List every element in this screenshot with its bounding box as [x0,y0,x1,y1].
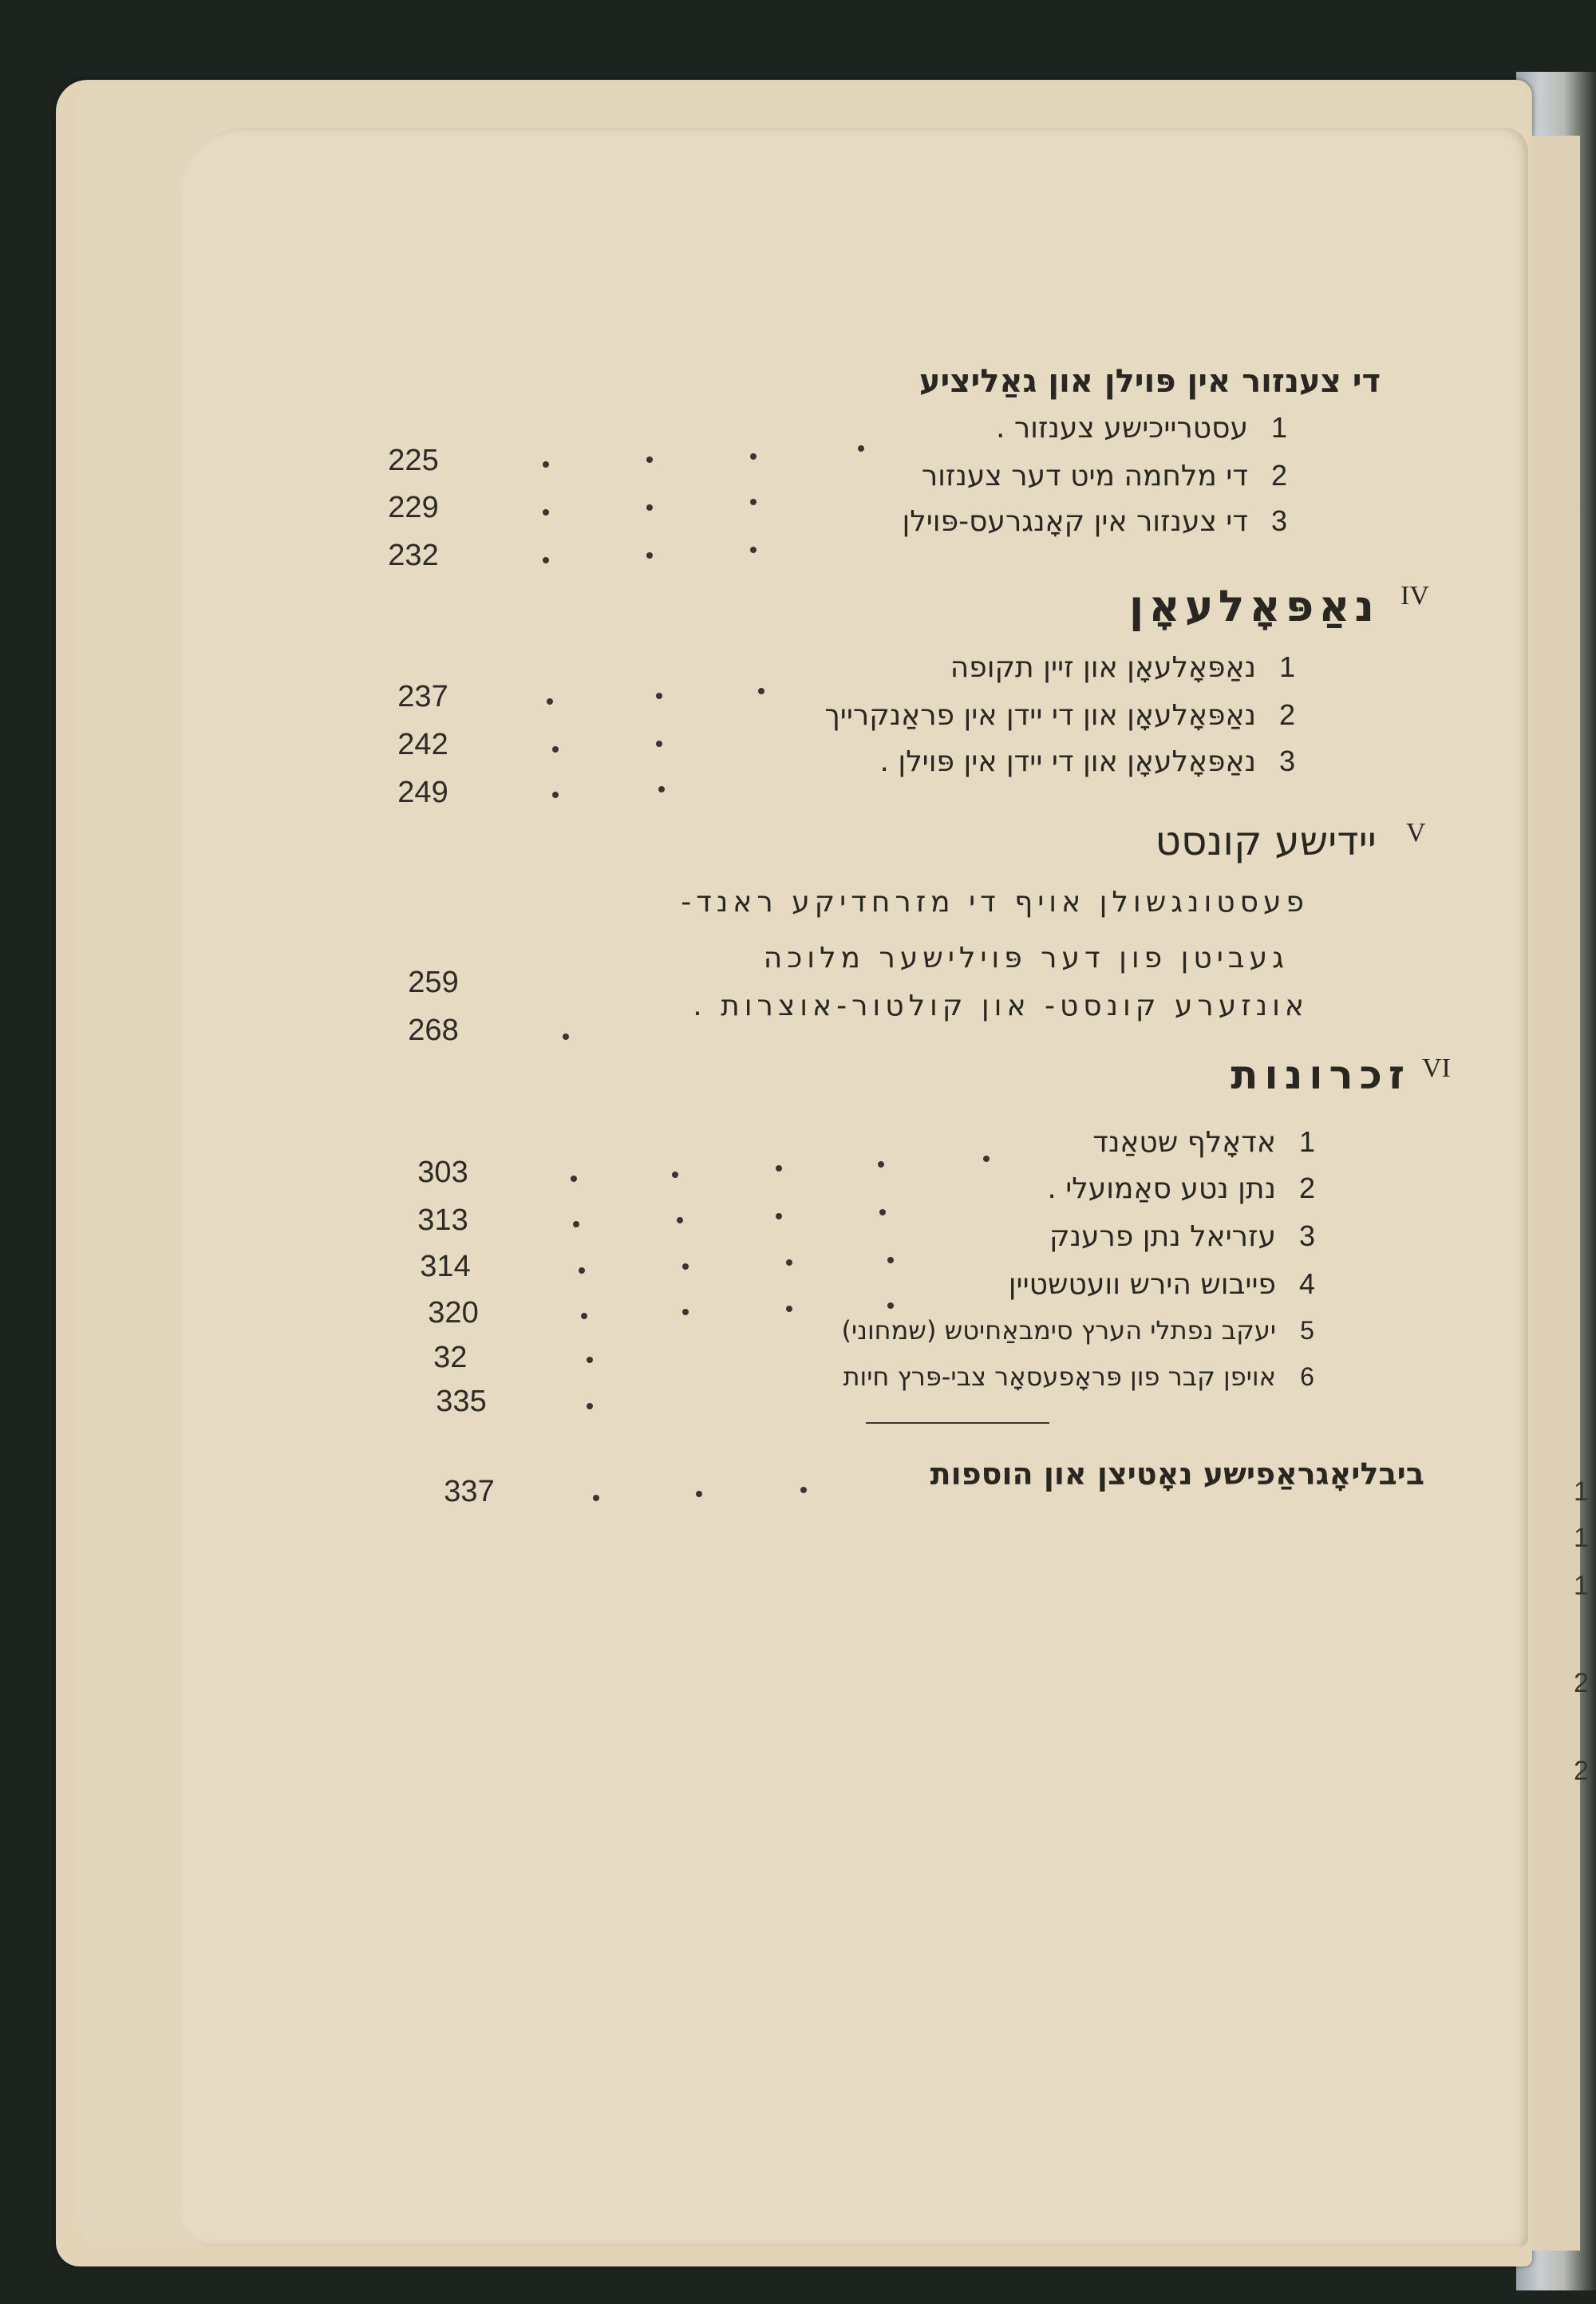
toc-entry [843,1361,1321,1392]
entry-number: 5 [1300,1316,1314,1345]
leader-dot [758,688,764,694]
toc-entry [902,504,1293,538]
entry-text: אונזערע קונסט- און קולטור-אוצרות . [693,990,1309,1022]
page-number: 259 [408,966,459,999]
sliver-page-number: 1 [1574,1476,1589,1507]
page-number: 337 [444,1475,495,1508]
bibliography-entry: ביבליאָגראַפישע נאָטיצן און הוספות [930,1456,1424,1492]
leader-dot [587,1403,593,1409]
sliver-page-number: 1 [1574,1523,1589,1553]
leader-dot [887,1302,894,1309]
entry-number: 2 [1298,1172,1316,1204]
entry-text: פעסטונגשולן אויף די מזרחדיקע ראנד- [681,886,1309,919]
page-number: 237 [397,680,448,713]
leader-dot [677,1217,683,1223]
leader-dot [646,504,653,511]
leader-dot [878,1161,884,1168]
leader-dot [887,1257,894,1263]
entry-number: 2 [1278,698,1296,731]
leader-dot [646,552,653,559]
page-number: 320 [428,1296,479,1330]
section-title: נאַפּאָלעאָן [1128,581,1379,631]
leader-dot [658,786,665,792]
sliver-page-number: 2 [1574,1668,1589,1698]
leader-dot [543,557,549,563]
page-number: 32 [433,1341,473,1374]
leader-dot [672,1172,678,1178]
next-page-sliver [1532,136,1580,2251]
page-number: 314 [420,1250,471,1283]
sliver-page-number: 1 [1574,1571,1589,1601]
entry-text: די צענזור אין קאָנגרעס-פּוילן [902,505,1248,538]
leader-dot [776,1165,782,1172]
entry-text: פייבוש הירש וועטשטיין [1008,1268,1276,1301]
page-number: 303 [417,1156,468,1189]
entry-text: עזריאל נתן פרענק [1049,1220,1276,1253]
toc-entry [950,650,1301,684]
leader-dot [858,445,864,452]
leader-dot [579,1267,585,1274]
section-title: יידישע קונסט [1155,818,1377,864]
leader-dot [552,746,559,753]
leader-dot [786,1306,792,1312]
entry-number: 3 [1278,745,1296,777]
leader-dot [646,456,653,463]
leader-dot [587,1357,593,1363]
toc-entry [764,942,1289,974]
entry-number: 3 [1270,504,1288,537]
leader-dot [983,1156,990,1162]
leader-dot [563,1033,569,1040]
entry-text: עסטרייכישע צענזור . [995,412,1248,445]
leader-dot [879,1209,886,1215]
page-number: 242 [397,728,448,761]
page-number: 225 [388,444,439,477]
leader-dot [571,1176,577,1182]
section-title: זכרונות [1231,1052,1411,1098]
page-number: 229 [388,491,439,524]
page-number: 335 [436,1385,487,1418]
entry-number: 6 [1300,1362,1314,1391]
toc-entry [922,459,1293,492]
toc-entry [880,745,1301,778]
toc-entry [824,698,1301,732]
toc-entry [1047,1172,1321,1205]
leader-dot [581,1313,587,1319]
entry-number: 1 [1278,650,1296,683]
page-number: 232 [388,539,439,572]
leader-dot [800,1487,807,1493]
entry-text: אדאָלף שטאַנד [1092,1126,1276,1159]
entry-number: 4 [1298,1267,1316,1300]
leader-dot [696,1491,702,1497]
leader-dot [750,499,757,505]
entry-text: נאַפּאָלעאָן און די יידן אין פּוילן . [879,745,1256,778]
entry-text: נאַפּאָלעאָן און זיין תקופה [950,651,1256,684]
page-number: 313 [417,1203,468,1237]
toc-entry [681,886,1309,919]
leader-dot [776,1213,782,1219]
sliver-page-number: 2 [1574,1756,1589,1786]
toc-entry [996,411,1293,445]
page-number: 268 [408,1014,459,1047]
toc-entry [1009,1267,1321,1301]
toc-entry [1092,1125,1321,1159]
leader-dot [682,1263,689,1270]
entry-number: 1 [1298,1125,1316,1158]
leader-dot [656,741,662,747]
toc-entry [1049,1219,1321,1253]
leader-dot [593,1495,599,1501]
section-roman-numeral: V [1406,818,1426,848]
section-divider [866,1422,1049,1424]
entry-number: 3 [1298,1219,1316,1252]
leader-dot [682,1309,689,1315]
leader-dot [543,509,549,516]
toc-entry [841,1315,1321,1346]
leader-dot [786,1259,792,1266]
entry-text: נתן נטע סאַמועלי . [1047,1172,1276,1205]
entry-text: נאַפּאָלעאָן און די יידן אין פראַנקרייך [824,699,1256,732]
leader-dot [750,453,757,460]
entry-text: די מלחמה מיט דער צענזור [921,460,1248,492]
entry-number: 1 [1270,411,1288,444]
leader-dot [573,1221,579,1227]
leader-dot [547,698,553,705]
entry-text: אויפן קבר פון פּראָפעסאָר צבי-פּרץ חיות [843,1361,1276,1392]
section-roman-numeral: IV [1400,581,1429,611]
leader-dot [750,547,757,553]
leader-dot [656,693,662,699]
toc-entry [693,990,1309,1022]
section-title: די צענזור אין פּוילן און גאַליציע [918,363,1381,400]
leader-dot [543,461,549,468]
page-number: 249 [397,776,448,809]
section-roman-numeral: VI [1422,1053,1451,1083]
entry-number: 2 [1270,459,1288,492]
entry-text: יעקב נפתלי הערץ סימבאַחיטש (שמחוני) [841,1315,1276,1346]
leader-dot [552,792,559,798]
entry-text: געביטן פון דער פּוילישער מלוכה [763,942,1289,974]
